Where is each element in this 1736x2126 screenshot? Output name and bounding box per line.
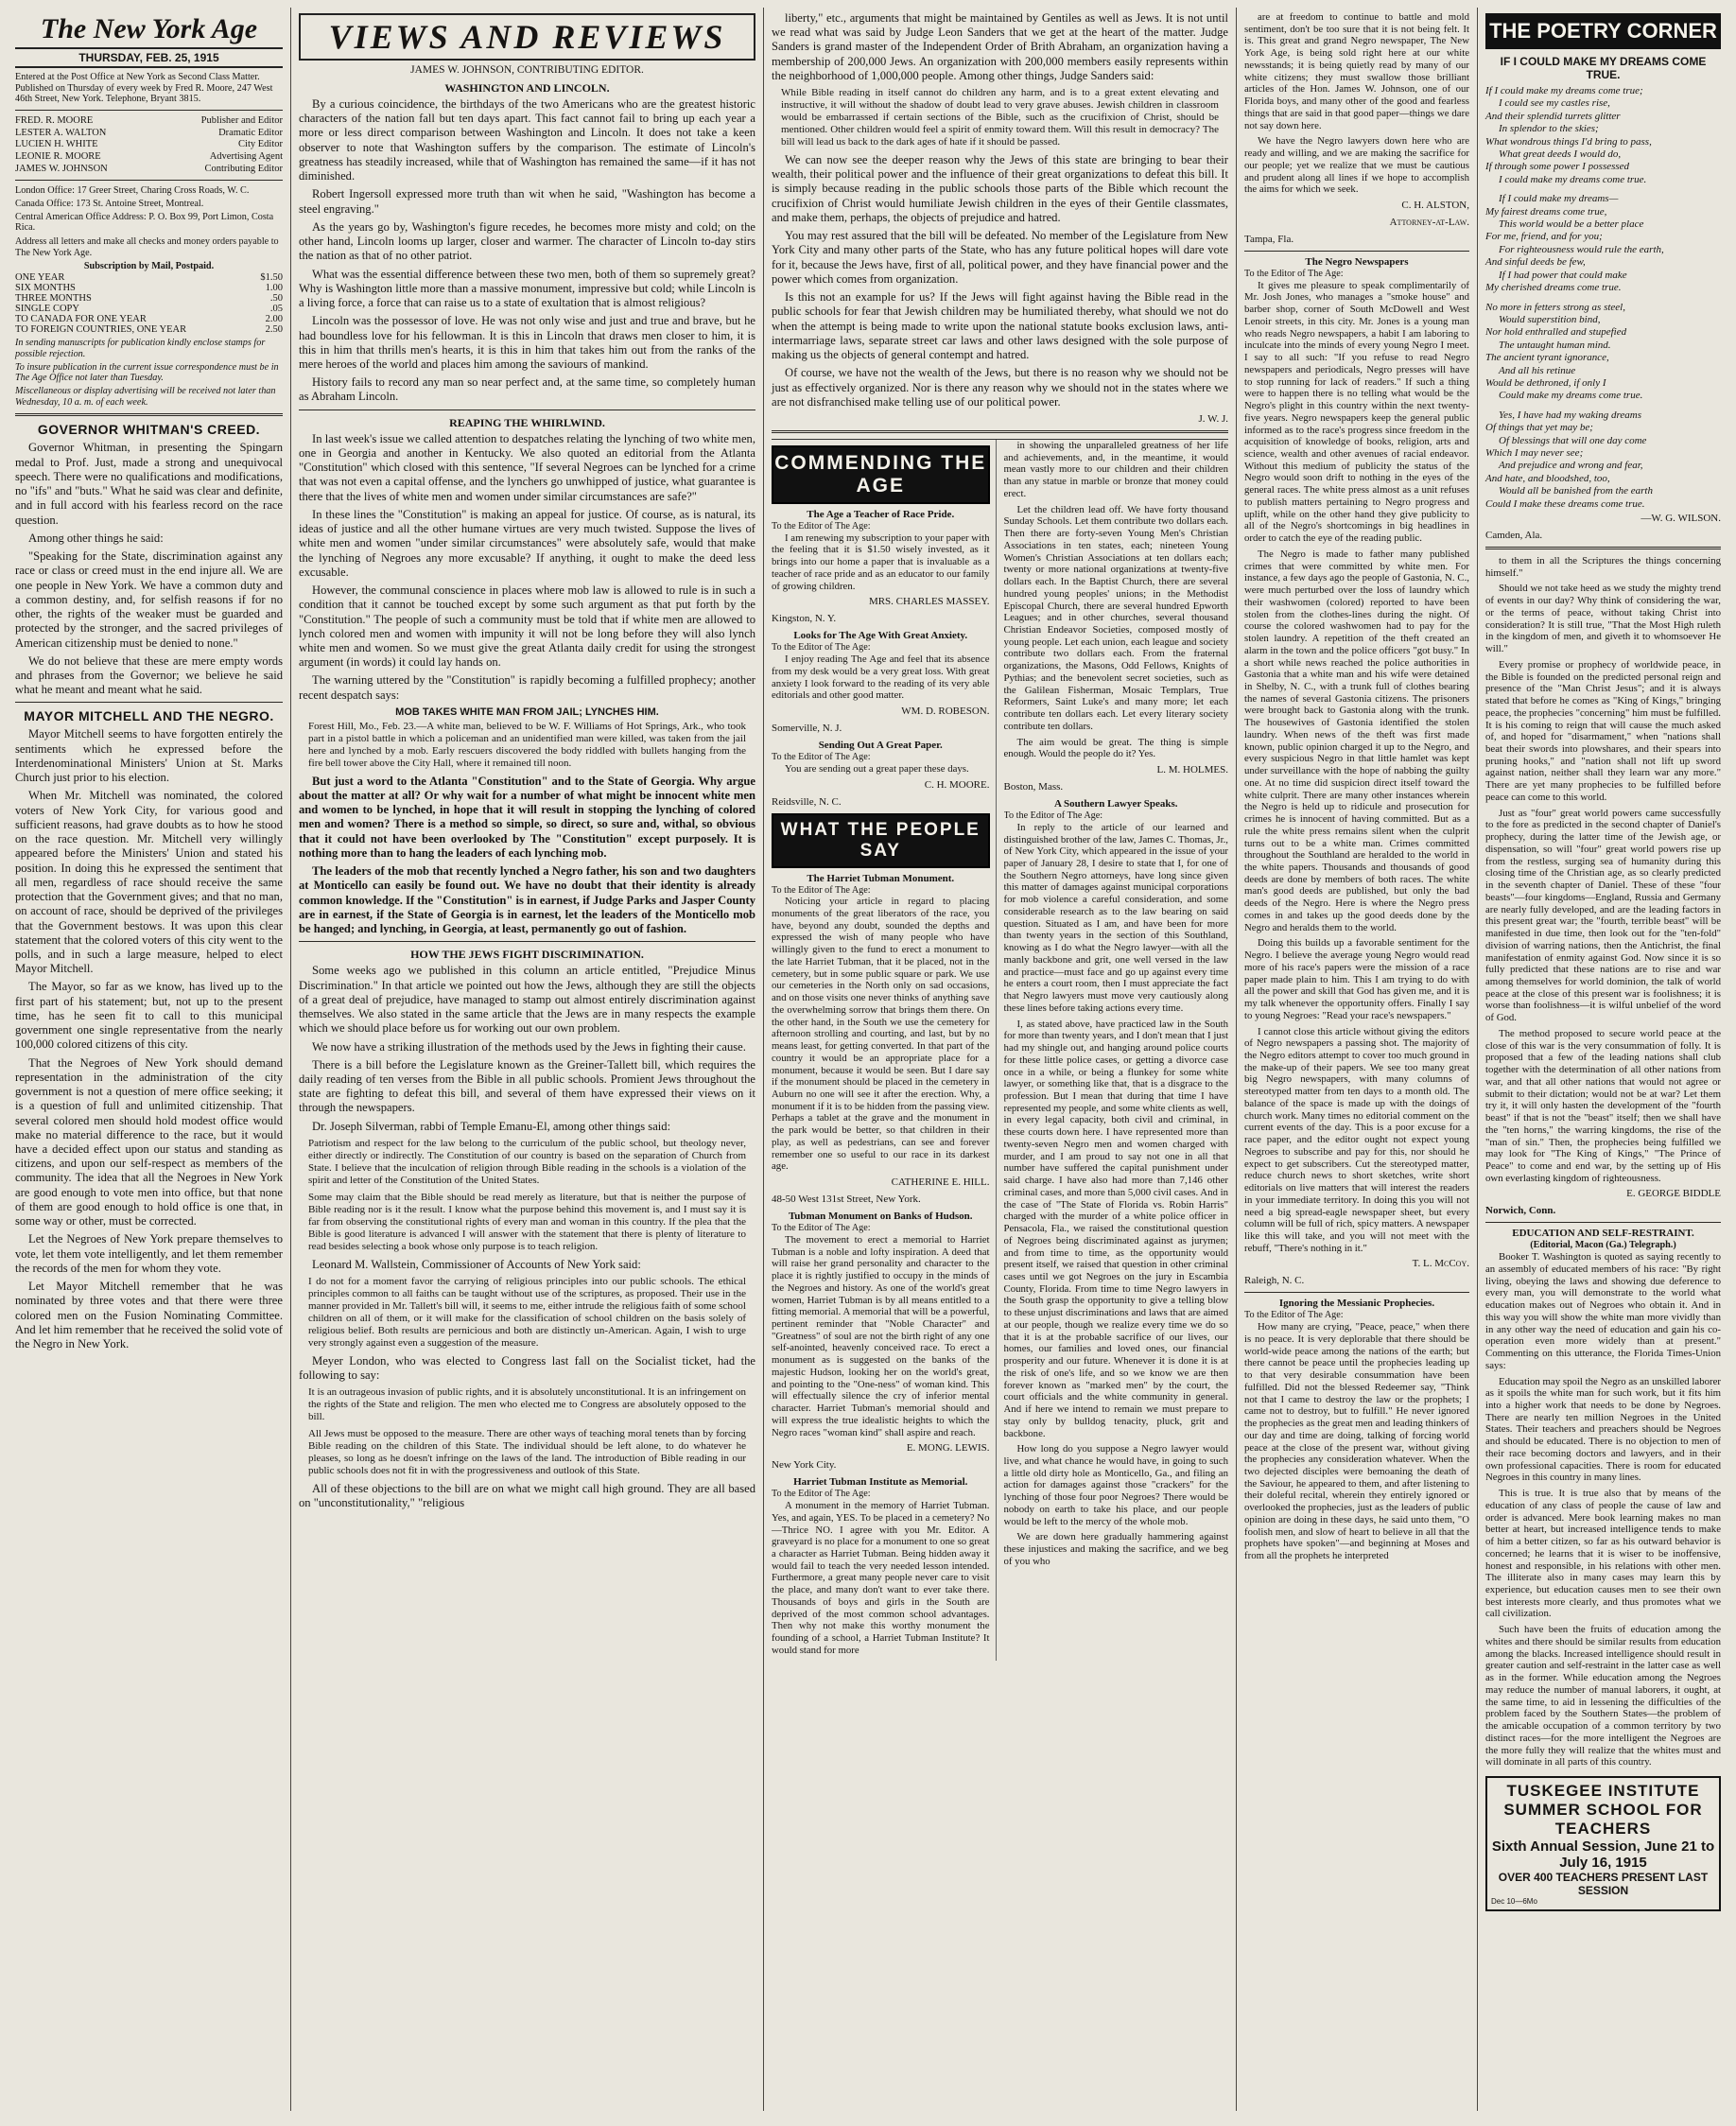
staff-list — [15, 115, 283, 175]
offices-item: London Office: 17 Greer Street, Charing Cross Roads, W. C. — [15, 185, 250, 197]
paragraph: Some may claim that the Bible should be read merely as literature, but that is neither the purpose of Bible reading nor is it the result. I know what the purpose behind this movement is, and I must say it is far from observing the constitutional rights of every man and woman in this country. If the plea that the Bible is good literature is advanced I will answer with the statement that there is plenty of literature to read besides selecting a book whose only purpose is to teach religion. — [308, 1191, 746, 1252]
paragraph: We can now see the deeper reason why the Jews of this state are bringing to bear their wealth, their political power and the influence of their great organizations to defeat this bill. It is simply because reading in the public schools those parts of the Bible which recount the crucifixion of Christ would humiliate Jewish children in the eyes of their Gentile classmates, and make them, perhaps, the objects of prejudice and hatred. — [772, 153, 1228, 224]
poem-line: And hate, and bloodshed, too, — [1485, 472, 1610, 484]
poem-line: I could make my dreams come true. — [1499, 173, 1647, 185]
poem-line: Which I may never see; — [1485, 446, 1584, 459]
paragraph: Dr. Joseph Silverman, rabbi of Temple Emanu-El, among other things said: — [312, 1119, 671, 1133]
article-heading-jews-discrimination: HOW THE JEWS FIGHT DISCRIMINATION. — [410, 948, 644, 962]
signature-biddle: E. GEORGE BIDDLE — [1626, 1188, 1721, 1200]
column-poetry — [1478, 8, 1728, 2111]
paragraph-objections: All of these objections to the bill are on what we might call high ground. They are all based on "unconstitutionality," "religious — [299, 1481, 755, 1510]
location-holmes: Boston, Mass. — [1003, 781, 1064, 793]
paragraph: Robert Ingersoll expressed more truth than wit when he said, "Washington has become a steel engraving." — [299, 187, 755, 216]
notices-item: To insure publication in the current issue correspondence must be in The Age Office not later than Tuesday. — [15, 361, 279, 384]
poem-line: If I could make my dreams— — [1499, 193, 1619, 205]
article-body-washington-lincoln — [299, 97, 755, 405]
subscription-term: THREE MONTHS — [15, 293, 92, 305]
poem-line: Of things that yet may be; — [1485, 422, 1593, 434]
paragraph: It is an outrageous invasion of public rights, and it is absolutely unconstitutional. It is an infringement on the rights of the State and religion. The men who elected me to Congress are absolutely opposed to the bill. — [308, 1386, 746, 1423]
letter-signature: WM. D. ROBESON. — [901, 706, 990, 718]
letter-location: Kingston, N. Y. — [772, 613, 837, 625]
notice-list — [15, 338, 283, 408]
letters-left — [772, 440, 997, 1661]
paragraph: How long do you suppose a Negro lawyer would live, and what chance he would have, in going to such a little old dirty hole as Monticello, Ga., and filing an action for damages against those "crackers" for the lynching of those four poor Negroes? There would be nobody on earth to take his place, and our people would be left to the mercy of the whole mob. — [1003, 1443, 1228, 1527]
notices-item: In sending manuscripts for publication kindly enclose stamps for possible rejection. — [15, 338, 266, 359]
letter-heading: Tubman Monument on Banks of Hudson. — [788, 1211, 973, 1223]
letter-heading-prophecies: Ignoring the Messianic Prophecies. — [1278, 1298, 1435, 1310]
poem-line: Would superstition bind, — [1499, 313, 1601, 325]
paragraph: We have the Negro lawyers down here who are ready and willing, and we are making the sacrifice for our people; yet we realize that we must be cautious and prudent along all lines if we hope to accomplish the aims for which we seek. — [1244, 135, 1469, 196]
banner-commending: COMMENDING THE AGE — [772, 445, 990, 504]
column-three — [764, 8, 1237, 2111]
poem-line: For righteousness would rule the earth, — [1499, 243, 1664, 255]
staff-row — [15, 139, 283, 151]
subscription-term: TO CANADA FOR ONE YEAR — [15, 314, 147, 325]
paragraph: Such have been the fruits of education among the whites and there should be similar results from education among the blacks. Increased intelligence should result in greater caution and self-restraint in the latter case as well as in the former. While education among the Negroes may reduce the number of manual laborers, it ought, at the same time, to aid in lessening the difficulties of the problem faced by the Southern States—the problem of the amicable occupation of a common territory by two distinct races—for the more intelligent the Negroes are the more fully they will realize that the whites must and will dominate in all parts of this country. — [1485, 1624, 1721, 1769]
ad-session: Sixth Annual Session, June 21 to July 16, 1915 — [1491, 1838, 1715, 1872]
paragraph: The method proposed to secure world peace at the close of this war is the very consummation of folly. It is proposed that a few of the leading nations shall club together with the determination of all other nations from war, and that all other nations that would not agree or submit to their dictation; would not be at war? Let them try it, it will only hasten the development of the "fourth beast" if that is not the "beast" itself; then we shall have the "ten horns," the warring kingdoms, the rise of the "man of sin." Then, the prophecies being fulfilled we may look for "The King of Kings," "The Prince of Peace" to come and end war, by the setting up of His own everlasting kingdom of righteousness. — [1485, 1027, 1721, 1184]
staff-row — [15, 164, 283, 176]
subscription-price: 2.50 — [265, 324, 283, 336]
paragraph: "Speaking for the State, discrimination against any race or class or creed must in the end injure all. We are one people in New York. We have a common duty and a common destiny, and, for selfish reasons if for no other, the rights of the weaker must be guarded and protected by the stronger, and the sacred privileges of American citizenship must be denied to none." — [15, 549, 283, 650]
letter-location: Reidsville, N. C. — [772, 795, 842, 808]
location-mccoy: Raleigh, N. C. — [1244, 1275, 1305, 1287]
staff-name: FRED. R. MOORE — [15, 115, 94, 127]
poem-line: If through some power I possessed — [1485, 161, 1630, 173]
letter-body: Noticing your article in regard to placing monuments of the great liberators of the race, you have, beyond any doubt, sounded the depths and expressed the wish of many people who have willingly given to the fund to erect a monument to the late Harriet Tubman, that it be placed, not in the cemetery, but in some public square or park. We use our cemeteries in the North only on sad occasions, and on those visits one never thinks of anything save the overwhelming sorrow that brings them there. On the other hand, in the South we use the cemetery for afternoon strolling and courting, and last, but by no means least, for getting converted. In that part of the country it would be an appropriate place for a monument, because it would be seen. But I dare say if the monument should be placed in the cemetery in Auburn no one will see it after the erection. Why, a monument if it is to be hidden from the passing view. Perhaps a tablet at the grave and the monument in the park would be better, so that children in their play, as well as pedestrians, can see and forever remember one so useful to our race in its darkest age. — [772, 896, 990, 1173]
people-letters — [772, 873, 990, 1657]
location-biddle: Norwich, Conn. — [1485, 1205, 1556, 1217]
paragraph: By a curious coincidence, the birthdays of the two Americans who are the greatest historic characters of the nation fall but ten days apart. This fact cannot fail to bring up each year a more or less direct comparison between Washington and Lincoln. It does not take a keen observer to note that Washington suffers by the comparison. The estimate of Lincoln's greatness has steadily increased, while that of Washington has remained the same—if it has not diminished. — [299, 97, 755, 183]
subscription-row — [15, 314, 283, 324]
letter-to: To the Editor of The Age: — [772, 1489, 871, 1500]
issue-date: THURSDAY, FEB. 25, 1915 — [15, 47, 283, 68]
paragraph: We are down here gradually hammering against these injustices and making the sacrifice, and we beg of you who — [1003, 1531, 1228, 1567]
staff-role: Dramatic Editor — [218, 127, 283, 138]
paragraph: Every promise or prophecy of worldwide peace, in the Bible is founded on the predicted personal reign and presence of the "Man Christ Jesus"; and it is always stated that before he comes as "King of Kings," bringing peace, the prophecies "concerning" him must be fulfilled. It is his coming to reign that will cause the much asked of, and hoped for "disarmament," when "nations shall beat their swords into plowshares, and their spears into pruning hooks," and "nation shall not lift up sword against nation, neither shall they learn war any more." There are yet many prophecies to be fulfilled before peace can come to this world. — [1485, 658, 1721, 803]
poem-location: Camden, Ala. — [1485, 530, 1543, 541]
staff-name: LEONIE R. MOORE — [15, 150, 101, 162]
poem-line: And sinful deeds be few, — [1485, 256, 1586, 269]
editorial-heading-whitman: GOVERNOR WHITMAN'S CREED. — [37, 422, 261, 438]
article-body-jews-end — [772, 153, 1228, 410]
staff-role: City Editor — [238, 139, 283, 150]
poem-line: The untaught human mind. — [1499, 339, 1611, 351]
paragraph: There is a bill before the Legislature known as the Greiner-Tallett bill, which requires the daily reading of ten verses from the Bible in all public schools. Promient Jews throughout the state are fighting to defeat this bill, and several of them have expressed their views on it through the newspapers. — [299, 1057, 755, 1115]
poem-line: And all his retinue — [1499, 364, 1576, 376]
paragraph-london: Meyer London, who was elected to Congress last fall on the Socialist ticket, had the following to say: — [299, 1353, 755, 1382]
letter-heading: Harriet Tubman Institute as Memorial. — [793, 1476, 968, 1489]
article-body-whirlwind — [299, 432, 755, 703]
poem-line: And their splendid turrets glitter — [1485, 110, 1621, 122]
poem-line: My cherished dreams come true. — [1485, 282, 1622, 294]
tuskegee-ad — [1485, 1776, 1721, 1911]
staff-name: JAMES W. JOHNSON — [15, 163, 108, 174]
editorial-heading-mitchell: MAYOR MITCHELL AND THE NEGRO. — [24, 708, 274, 724]
letter-body-prophecies — [1244, 1321, 1469, 1562]
paragraph: This is true. It is true also that by means of the education of any class of people the cause of law and order is advanced. Mere book learning makes no man better at heart, but increased intelligence tends to make of him a better citizen, so far as his outward behavior is concerned; he learns that it is wiser to be inoffensive, honest and responsible, in his relations with other men. The illiterate also in many cases may learn this by experience, but education causes men to see their own best interests more clearly, and thus promotes what we call civilization. — [1485, 1488, 1721, 1620]
paragraph: You may rest assured that the bill will be defeated. No member of the Legislature from New York City and many other parts of the State, who has any future political hopes will dare vote for it, because the Jews have, first of all, political power, and they have financial power and the power which comes from organization. — [772, 229, 1228, 286]
editorial-body-mitchell — [15, 727, 283, 1351]
paragraph: Some weeks ago we published in this column an article entitled, "Prejudice Minus Discrimination." In that article we pointed out how the Jews, although they are still the objects of a great deal of prejudice, have managed to stamp out almost entirely discrimination against themselves. We also stated in the same article that the Jews are in many respects the example which we should place before us for working out our own problem. — [299, 964, 755, 1036]
letters-right — [1004, 440, 1229, 1661]
address-note: Address all letters and make all checks and money orders payable to The New York Age. — [15, 236, 279, 258]
poem-line: If I could make my dreams come true; — [1485, 85, 1643, 96]
paragraph: In these lines the "Constitution" is making an appeal for justice. Of course, as is natural, its ideas of justice and all the other humane virtues are very much twisted. Suppose the lives of white men and women "under similar circumstances" were absolutely safe, would that make the lynching of Negroes any more excusable? If anything, it ought to make the deed less excusable. — [299, 507, 755, 579]
letter-location: Somerville, N. J. — [772, 723, 842, 735]
letter-heading: The Harriet Tubman Monument. — [807, 872, 955, 884]
staff-row — [15, 128, 283, 140]
subscription-price: $1.50 — [260, 272, 283, 284]
paragraph: Patriotism and respect for the law belong to the curriculum of the public school, but theology never, either directly or indirectly. The Constitution of our country is based on the separation of Church from State. I believe that the inculcation of religion through Bible reading in the schools is a violation of the spirit and letter of the Constitution of the United States. — [308, 1137, 746, 1186]
subscription-term: TO FOREIGN COUNTRIES, ONE YEAR — [15, 324, 187, 336]
office-list — [15, 185, 283, 234]
column-four — [1237, 8, 1478, 2111]
poem-line: Of blessings that will one day come — [1499, 434, 1647, 446]
letter-to: To the Editor of The Age: — [772, 752, 871, 763]
title-alston: Attorney-at-Law. — [1389, 217, 1469, 229]
commend-letters — [772, 509, 990, 808]
paragraph: are at freedom to continue to battle and mold sentiment, don't be too sure that it is not being felt. It is. This great and grand Negro newspaper, The New York Age, is being sold right here at our white newsstands; it is being quietly read by many of our white citizens; they must swallow those brilliant articles of the Hon. James W. Johnson, one of our Florida boys, and many other of the good and fearless things that are said in that good paper—things we dare not say down here. — [1244, 11, 1469, 131]
poem-line: Could make my dreams come true. — [1499, 390, 1643, 402]
letter-heading: The Age a Teacher of Race Pride. — [807, 509, 955, 520]
poem-line: The ancient tyrant ignorance, — [1485, 352, 1609, 364]
editorial-body-whitman — [15, 441, 283, 697]
offices-item: Central American Office Address: P. O. Box 99, Port Limon, Costa Rica. — [15, 211, 274, 234]
paragraph: We do not believe that these are mere empty words and phrases from the Governor; we believe he said what he meant and meant what he said. — [15, 653, 283, 697]
letter-body: I am renewing my subscription to your paper with the feeling that it is $1.50 wisely invested, as it brings into our home a paper that is invaluable as a teacher of race pride and as an educator to our family of growing children. — [772, 532, 990, 592]
column-views-reviews — [291, 8, 764, 2111]
letter-to: To the Editor of The Age: — [772, 521, 871, 532]
poem-line: Yes, I have had my waking dreams — [1499, 409, 1642, 421]
editorial-body-education — [1485, 1251, 1721, 1769]
letter-signature: C. H. MOORE. — [924, 778, 990, 791]
signature-jwj: J. W. J. — [1198, 413, 1228, 425]
paragraph: The warning uttered by the "Constitution" is rapidly becoming a fulfilled prophecy; another recent despatch says: — [299, 673, 755, 702]
letter-signature: E. MONG. LEWIS. — [906, 1442, 990, 1455]
paragraph: Let Mayor Mitchell remember that he was nominated by three votes and that there were three colored men on the Fusion Nominating Committee. And let him remember that he received the solid vote of the Negro in New York. — [15, 1280, 283, 1351]
offices-item: Canada Office: 173 St. Antoine Street, Montreal. — [15, 198, 204, 209]
paragraph: The Negro is made to father many published crimes that were committed by white men. For instance, a few days ago the people of Gastonia, N. C., were much perturbed over the loss of laundry which their washwomen (colored) reported to have been stolen from the clothes-lines during the night. Of course the colored washwomen had to pay for the stolen laundry. A repetition of the theft created an alarm in the town and the police officers "got busy." In a short while news reached the police authorities in Gastonia that a white man and his wife were detained in Shelby, N. C., with a trunk full of clothes bearing the names of several Gastonia citizens. The prisoners were brought back to Gastonia along with the trunk. The housewives of Gastonia identified the stolen laundry. When news of the theft was first made known, public opinion charged it up to the Negro, and every suspicious Negro in that little hamlet was kept under surveillance with the hope of nabbing the guilty one. At no time did suspicion direct itself toward the white culprit. There are many other instances wherein the Negro is held up to ridicule and prosecution for crimes he is innocent of having committed. But as a rule the white press remains silent when the culprit turns out to be a white man. Crimes committed throughout the Southland are heralded to the world in the white papers. Thousands and thousands of good deeds are done by members of both races. The white man's good deeds are published, but only the bad deeds of the Negro. Here is where the Negro press comes in and takes up the good deeds done by the Negro and heralds them to the world. — [1244, 548, 1469, 933]
staff-name: LUCIEN H. WHITE — [15, 139, 98, 150]
paragraph: Lincoln was the possessor of love. He was not only wise and just and true and brave, but he had boundless love for his fellowman. It is this in Lincoln that draws men closer to him, it is this in him that thrills men's hearts, it is this in him that takes him out from the ranks of the mere heroes of the world and places him among the saviours of mankind. — [299, 314, 755, 371]
paragraph: As the years go by, Washington's figure recedes, he becomes more misty and cold; on the other hand, Lincoln looms up larger, closer and warmer. The character of Lincoln to-day stirs the nation as that of no other patriot. — [299, 219, 755, 263]
quote-sanders: While Bible reading in itself cannot do children any harm, and is to a great extent elevating and instructive, it will without the shadow of doubt lead to very grave abuses. Jewish children in classroom would be embarrassed if certain sections of the Bible, such as the crucifixion of Christ, should be mentioned. Other children would feel a spirit of enmity toward them. Will this result in democracy? The bill will lead us back to the dark ages of hate if it should be passed. — [781, 87, 1219, 148]
poem-line: For me, friend, and for you; — [1485, 231, 1603, 243]
paragraph: The aim would be great. The thing is simple enough. Would the people do it? Yes. — [1003, 736, 1228, 760]
paragraph: In reply to the article of our learned and distinguished brother of the law, James C. Thomas, Jr., of New York City, which appeared in the issue of your paper of January 28, I desire to state that I, for one of the Southern Negro attorneys, have long since given this matter of damages against municipal corporations for mob violence a careful consideration, and some considerable research as to the law bearing on said question. Situated as I am, and have been for more than twenty years in the section of this Southland, knowing as I do what the Negro lawyer—with all the manly backbone and grit, one well versed in the law and practice—must face and go up against every time he enters a court room, then I must appreciate the fact that Negro lawyers must move very cautiously along these lines before taking actions every time. — [1003, 821, 1228, 1014]
paragraph: liberty," etc., arguments that might be maintained by Gentiles as well as Jews. It is not until we read what was said by Judge Leon Sanders that we get at the heart of the matter. Judge Sanders is grand master of the Independent Order of Brith Abraham, an organization having a membership of 200,000 Jews. An organization with 200,000 members easily represents within the neighborhood of 1,000,000 people. Among other things, Judge Sanders said: — [772, 11, 1228, 82]
quote-wallstein: I do not for a moment favor the carrying of religious principles into our public schools. The ethical principles common to all faiths can be taught without use of the scriptures, as proposed. Their use in the manner provided in Mr. Tallett's bill will, it seems to me, either intrude the religious faith of some school children on all of them, or it will make for the classification of school children on the basis solely of religious belief. Both results are pernicious and both are distinctly un-American. Again, I wish to urge very strongly against even a suggestion of the measure. — [308, 1275, 746, 1349]
poem-line: Nor hold enthralled and stupefied — [1485, 326, 1627, 339]
letter-to-newspapers: To the Editor of The Age: — [1244, 269, 1344, 280]
contributing-editor: JAMES W. JOHNSON, CONTRIBUTING EDITOR. — [410, 64, 644, 76]
letter-to: To the Editor of The Age: — [772, 642, 871, 653]
paragraph: But just a word to the Atlanta "Constitution" and to the State of Georgia. Why argue about the matter at all? Or why wait for a number of what might be innocent white men and women to be lynched, in hope that it will result in stopping the lynching of colored men and women? There is a method so simple, so direct, so sure and, withal, so obvious that it could not have been overlooked by The "Constitution" except purposely. It is nothing more than to hang the leaders of each lynching mob. — [299, 774, 755, 860]
paragraph: Doing this builds up a favorable sentiment for the Negro. I believe the average young Negro would read more of his race's papers were the mission of a race paper made plain to him. This I am trying to do with all the power and skill that God has given me, and it is my talk whenever the opportunity offers. Finally I say to young Negroes: "Read your race's newspapers." — [1244, 937, 1469, 1021]
paragraph: The leaders of the mob that recently lynched a Negro father, his son and two daughters at Monticello can easily be found out. We have no doubt that their identity is already common knowledge. If the "Constitution" is in earnest, if Judge Parks and Jasper County are in earnest, if the State of Georgia is in earnest, let the leaders of the Monticello mob be hanged; and lynching, in Georgia, at least, permanently go out of fashion. — [299, 864, 755, 936]
despatch-headline: MOB TAKES WHITE MAN FROM JAIL; LYNCHES HIM. — [395, 706, 659, 718]
letter-signature: CATHERINE E. HILL. — [891, 1176, 990, 1189]
letter-signature: MRS. CHARLES MASSEY. — [868, 596, 990, 608]
paragraph: When Mr. Mitchell was nominated, the colored voters of New York City, for various good and sufficient reasons, had grave doubts as to how he stood on the race question. Mr. Mitchell very willingly appeared before the Ministers' Union and stated his position. In doing this he expressed the sentiment that all men, regardless of race should receive the same protection that the Government gives; and that no man, on account of race, should be deprived of the privileges that the Government bestows. It was upon this clear statement that the colored voters of this city went to the polls, and in such a large measure, helped to elect Mayor Mitchell. — [15, 789, 283, 976]
signature-holmes: L. M. HOLMES. — [1156, 764, 1228, 776]
staff-role: Contributing Editor — [204, 163, 283, 174]
poem-title: IF I COULD MAKE MY DREAMS COME TRUE. — [1500, 55, 1707, 81]
paragraph: Let the Negroes of New York prepare themselves to vote, let them vote intelligently, and let them remember the records of the men for whom they vote. — [15, 1232, 283, 1275]
poem-line: Would all be banished from the earth — [1499, 485, 1653, 497]
location-alston: Tampa, Fla. — [1244, 234, 1294, 246]
letter-body: A monument in the memory of Harriet Tubman. Yes, and again, YES. To be placed in a cemetery? No—Thrice NO. I agree with you Mr. Editor. A graveyard is no place for a monument to one so great a character as Harriet Tubman. Being hidden away it would fail to teach the very needed lesson intended. Furthermore, a great many people never care to visit the place, and many don't want to ever take there. Thousands of boys and girls in the South are deprived of the most common school advantages. Then why not make this worthy monument the founding of a school, a Harriet Tubman Institute? It would stand for more — [772, 1500, 990, 1656]
letter-body: I enjoy reading The Age and feel that its absence from my desk would be a very great loss. With great anxiety I look forward to the reading of its very able editorials and other good matter. — [772, 653, 990, 702]
subscription-row — [15, 272, 283, 283]
paragraph: However, the communal conscience in places where mob law is allowed to rule is in such a condition that it cannot be touched except by some such argument as that put forth by the "Constitution." The people of such a community must be told that if white men are allowed to lynch colored men and women with impunity it will not be long before they will also lynch white men and women. So we must give the great Atlanta daily credit for using the strongest argument (in words) it could lay hands on. — [299, 584, 755, 670]
paragraph: I, as stated above, have practiced law in the South for more than twenty years, and I don't mean that I just had my shingle out, and hanging around police courts for these little police cases, or getting a divorce case once in a while, or being a flunkey for some white lawyer, or something like that, that is a disgrace to the profession. But I mean that during that time I have represented my people, and some white clients as well, in every legal capacity, both civil and criminal, in these courts down here. I have represented more than twenty-seven Negro men and women charged with murder, and I am proud to say not one in all that number have suffered the capital punishment under said charge. I have also had more than 7,146 other criminal cases, and more than 5,000 civil cases. And in the case of "The State of Florida vs. Robin Harris" charged with the murder of a white police officer in Pensacola, Fla., we raised the constitutional question of Negroes being discriminated against as jurymen; and from time to time, as the opportunity would present itself, we raised that question in other criminal cases until we got Negroes on the jury in Escambia County, Florida. From time to time Negro lawyers in the South grasp the opportunity to give a telling blow to these unjust discriminations and laws that are aimed at our people, though we realize every time we do so that it is at the probable sacrifice of our lives, our homes, our families and loved ones, our financial prosperity and our future. Whenever it is done it is at the risk of one's life, and so we know we are then forever known as "marked men" by the court, the court officials and the white community in general. And if here we intend to remain we must prepare to stay only by bulldog tenacity, pluck, grit and backbone. — [1003, 1018, 1228, 1439]
letter-heading-lawyer: A Southern Lawyer Speaks. — [1053, 798, 1178, 810]
poem-line: This world would be a better place — [1499, 218, 1644, 231]
letter-body: You are sending out a great paper these days. — [785, 762, 969, 775]
letter-to: To the Editor of The Age: — [772, 1223, 871, 1234]
subscription-row — [15, 324, 283, 335]
poem-line: My fairest dreams come true, — [1485, 205, 1607, 218]
masthead-title: The New York Age — [40, 13, 258, 44]
signature-alston: C. H. ALSTON, — [1401, 200, 1469, 212]
poem-line: Could I make these dreams come true. — [1485, 497, 1645, 510]
subscription-term: ONE YEAR — [15, 272, 65, 284]
letter-lawyer-cont — [1244, 11, 1469, 196]
subscription-term: SINGLE COPY — [15, 304, 79, 315]
subscription-table — [15, 272, 283, 335]
column-masthead — [8, 8, 291, 2111]
poem-line — [1485, 186, 1721, 193]
paragraph: Governor Whitman, in presenting the Spingarn medal to Prof. Just, made a strong and unequivocal speech. There were no qualifications and modifications, no "ifs" and "buts." What he said was clear and definite, and in full accord with his fearless record on the race question. — [15, 441, 283, 527]
letter-body-newspapers — [1244, 280, 1469, 1255]
letter-to-lawyer: To the Editor of The Age: — [1003, 810, 1103, 822]
paragraph: Should we not take heed as we study the mighty trend of events in our day? Why think of considering the war, or the terms of peace, without taking Christ into consideration? It is still true, "That the Most High ruleth in the kingdom of men, and giveth it to whomsoever He will." — [1485, 583, 1721, 655]
poem-line: Would be dethroned, if only I — [1485, 376, 1606, 389]
subscription-price: .05 — [269, 304, 283, 315]
signature-mccoy: T. L. McCoy. — [1412, 1258, 1469, 1270]
letter-location: 48-50 West 131st Street, New York. — [772, 1194, 921, 1206]
newspaper-page — [8, 8, 1728, 2111]
poem-line: I could see my castles rise, — [1499, 97, 1610, 110]
poem-line: And prejudice and wrong and fear, — [1499, 460, 1643, 472]
subscription-price: 1.00 — [265, 283, 283, 294]
paragraph: It gives me pleasure to speak complimentarily of Mr. Josh Jones, who manages a "smoke house" and barber shop, corner of South McDowell and West Lenoir streets, in this city. Mr. Jones is a young man who reads Negro newspapers, a habit I am laboring to inculcate into the minds of every young Negro I meet. I say to all such: "If you refuse to read Negro newspapers and periodicals, Negro presses will have to stop running for lack of readers." If such a thing were to happen there is no telling what would be the Negro's plight in this country within the next twenty-five years. Negro newspapers keep the general public informed as to the race's progress since freedom in the acquisition of knowledge of books, religion, arts and science, wealth and other avenues of racial endeavor. Without this medium of publicity the status of the Negro would soon drift to nothing in the eyes of the general races. The white press almost as a unit refuses to publish matters pertaining to Negro progress and uplift, while on the other hand they give publicity to all of the Negro's shortcomings in big headlines in order to catch the eye of the reading public. — [1244, 279, 1469, 545]
letter-body: The movement to erect a memorial to Harriet Tubman is a noble and lofty inspiration. A deed that will raise her grand personality and character to the place it is rightly justified to occupy in the minds of the Negroes and history. As one of the world's great women, Harriet Tubman is by all means entitled to a fitting memorial. A memorial that will be a powerful, pertinent reminder that "Noble Character" and "Greatness" of soul are not the birth right of any one self-anointed, heavenly conceived race. To erect a monument as is suggested on the banks of the majestic Hudson, looking her on the world's great, and pointing to the "One-ness" of woman kind. This will effectually silence the cry of inferior mental character. Harriet Tubman's memorial should and will express the true idealistic heights to which the Negro races "woman kind" shall aspire and reach. — [772, 1233, 990, 1438]
notices-item: Miscellaneous or display advertising will be received not later than Wednesday, 10 a. m. of each week. — [15, 386, 276, 408]
letter-location: New York City. — [772, 1459, 837, 1472]
article-body-jews-cont — [772, 11, 1228, 83]
paragraph: What was the essential difference between these two men, both of them so supremely great? Why is Washington little more than a massive monument, impressive but cold; while Lincoln is a living force, a force that can raise us to a state of exultation that is almost religious? — [299, 267, 755, 310]
letter-to: To the Editor of The Age: — [772, 884, 871, 896]
poem-line: What great deeds I would do, — [1499, 148, 1622, 161]
poem-line: If I had power that could make — [1499, 269, 1627, 281]
paragraph: We now have a striking illustration of the methods used by the Jews in fighting their cause. — [312, 1039, 746, 1054]
subscription-price: .50 — [269, 293, 283, 305]
ad-attendance: OVER 400 TEACHERS PRESENT LAST SESSION — [1498, 1871, 1709, 1898]
entry-notice: Entered at the Post Office at New York as Second Class Matter. Published on Thursday of every week by Fred R. Moore, 247 West 46th Street, New York. Telephone, Bryant 3815. — [15, 72, 273, 105]
staff-role: Advertising Agent — [209, 150, 283, 162]
staff-role: Publisher and Editor — [200, 115, 283, 127]
paragraph: In last week's issue we called attention to despatches relating the lynching of two white men, one in Georgia and another in Kentucky. We also quoted an editorial from the Atlanta "Constitution" which closed with this sentence, "If several Negroes can be lynched for a crime that was not even a capital offense, and the lynchers go unwhipped of justice, what guarantee is there that the lives of white men and women under similar circumstances are safe?" — [299, 431, 755, 503]
letter-to-prophecies: To the Editor of The Age: — [1244, 1310, 1344, 1321]
staff-row — [15, 115, 283, 128]
paragraph: Booker T. Washington is quoted as saying recently to an assembly of educated members of his race: "By right living, obeying the laws and showing due deference to every man, you will demonstrate to the world what education makes out of Negroes who obtain it. And in this way you will show the white man more vividly than in any other way the need of education and gain his co-operation even more widely than at present." Commenting on this utterance, the Florida Times-Union says: — [1485, 1251, 1721, 1371]
paragraph: The Mayor, so far as we know, has lived up to the first part of his statement; but, not up to the present time, has he seen fit to call to this municipal government one single representative from the nearly 100,000 colored citizens of this city. — [15, 980, 283, 1052]
article-body-whirlwind-cont — [299, 775, 755, 937]
subscription-row — [15, 304, 283, 314]
paragraph: Let the children lead off. We have forty thousand Sunday Schools. Let them contribute two dollars each. Then there are forty-seven Young Men's Christian Associations in ten states, each; nineteen Young Women's Christian Associations at ten dollars each; twenty or more national organizations at twenty-five dollars each. In the Baptist Church, there are several hundred young peoples' unions; in the Methodist Episcopal Church, there are several hundred Epworth Leagues; and in other churches, several thousand Christian Endeavor Societies, composed mostly of young people. Let each union, each league and society contribute two dollars each. From the fraternal organizations, the Masons, Odd Fellows, Knights of Pythias; and the benevolent secret societies, such as the Galilean Fisherman, Mosaic Templars, True Reformers, Saint Luke's and many more; let each contribute ten dollars each. Let every literary society contribute ten dollars. — [1003, 503, 1228, 732]
letter-body-lawyer — [1004, 822, 1229, 1568]
paragraph: Of course, we have not the wealth of the Jews, but there is no reason why we should not be just as effectively organized. Nor is there any reason why we should not in the states where we are not disfranchised make telling use of our political power. — [772, 366, 1228, 409]
quote-london — [299, 1386, 755, 1477]
poem-author: —W. G. WILSON. — [1641, 513, 1721, 524]
subscription-term: SIX MONTHS — [15, 283, 76, 294]
paragraph: Just as "four" great world powers came successfully to the fore as predicted in the second chapter of Daniel's prophecy, during the latter time of the Jewish age, or dispensation, so will "four" great world powers rise up from the restless, surging sea of humanity during this closing time of the Christian age, as so clearly predicted in the seventh chapter of Daniel. These of these "four beasts"—four kingdoms—England, Russia and Germany are nearly fully developed, and are the leading factors in this present great war; the "fourth, terrible beast" will be manifested in due time, then look out for the "ten-fold" division of warring nations, then the Antichrist, the final manifestation of enmity against God. Now since it is so fully predicted that these nations are to rise and war among themselves for world dominion, the talk of world peace at the close of this present war is foolishness; it is worse than foolishness—it is wilful unbelief of the word of God. — [1485, 807, 1721, 1024]
staff-name: LESTER A. WALTON — [15, 127, 107, 138]
article-heading-whirlwind: REAPING THE WHIRLWIND. — [449, 415, 605, 429]
paragraph: I cannot close this article without giving the editors of Negro newspapers a passing shot. The majority of the Negro editors attempt to cover too much ground in the make-up of their papers. We see too many great big Negro newspapers, with many columns of stereotyped matter from ten days to a month old. The balance of the space is made up with the doings of church work. Many times no editorial comment on the current events of the day. This is a poor excuse for a race paper, and the editor ought not expect young Negroes to subscribe and pay for this, nor should he expect to get subscribers. Cut the stereotyped matter, reduce church news to short sketches, write short editorials on live matters that will interest the readers in your immediate territory. In doing this you will not need a big spread-eagle newspaper sheet, but every column will be full of rich, spicy matters. A newspaper like this will take, and you will not meet with the rebuff, "There's nothing in it." — [1244, 1025, 1469, 1254]
poem-line: What wondrous things I'd bring to pass, — [1485, 135, 1652, 148]
subscription-row — [15, 293, 283, 304]
poem-line — [1485, 403, 1721, 410]
paragraph: to them in all the Scriptures the things concerning himself." — [1485, 555, 1721, 579]
paragraph: All Jews must be opposed to the measure. There are other ways of teaching moral tenets than by forcing Bible reading on the children of this State. The individual should be left alone, to do whatever he pleases, so long as he doesn't infringe on the laws of the land. The introduction of Bible reading in our public schools does not fit in with the progressiveness and outlook of this State. — [308, 1428, 746, 1476]
letters-section — [772, 439, 1228, 1661]
poem-line: No more in fetters strong as steel, — [1485, 301, 1625, 313]
paragraph: Mayor Mitchell seems to have forgotten entirely the sentiments which he expressed before the Interdenominational Ministers' Union at St. Marks Church just prior to his election. — [15, 727, 283, 785]
editorial-source: (Editorial, Macon (Ga.) Telegraph.) — [1530, 1240, 1676, 1251]
paragraph: That the Negroes of New York should demand representation in the administration of the city government is not a question of mere office seeking; it is a question of full and unlimited citizenship. That several colored men should hold modest office would make no material difference to the race, but it would have a decided effect upon our status and standing as citizens, and upon our self-respect as members of the community. The idea that all the Negroes in New York are good enough to vote men into office, but that none of them are good enough to hold office is one that, in some way or other, must be corrected. — [15, 1055, 283, 1229]
banner-people-say: WHAT THE PEOPLE SAY — [772, 813, 990, 868]
staff-row — [15, 151, 283, 164]
paragraph: in showing the unparalleled greatness of her life and achievements, and, in the meantime, it would mean vastly more to our children and their children than any statue in marble or bronze that money could erect. — [1003, 440, 1228, 499]
editorial-heading-education: EDUCATION AND SELF-RESTRAINT. — [1512, 1228, 1694, 1240]
tubman-letter-cont — [1004, 440, 1229, 760]
ad-code: Dec 10—6Mo — [1491, 1897, 1537, 1907]
letter-heading: Looks for The Age With Great Anxiety. — [793, 630, 968, 642]
paragraph: Education may spoil the Negro as an unskilled laborer as it spoils the white man for such work, but it fits him into a higher work that needs to be done by Negroes. There are nearly ten million Negroes in the United States. Their teachers and preachers should be Negroes and should be educated. There is no objection to men of their race becoming doctors and lawyers, and in their own professional capacities. There is room for educated Negroes in this country in many lines. — [1485, 1375, 1721, 1484]
poem-line — [1485, 295, 1721, 302]
ad-headline: TUSKEGEE INSTITUTE SUMMER SCHOOL FOR TEACHERS — [1503, 1782, 1703, 1838]
paragraph: History fails to record any man so near perfect and, at the same time, so completely human as Abraham Lincoln. — [299, 375, 755, 404]
paragraph: How many are crying, "Peace, peace," when there is no peace. It is very deplorable that there should be world-wide peace among the nations of the earth; but there cannot be peace until the prophecies leading up to that very desirable consummation have been fulfilled. Did not the blessed Redeemer say, "Think not that I came to destroy the law or the prophets; I came not to destroy, but to fulfill." He never ignored the prophecies as the great men and leading thinkers of our day and time are doing, talking of forcing world peace at the close of the present war, without giving the prophecies any consideration whatever. When the two dejected disciples were bemoaning the death of the Saviour, he appeared to them, and after listening to their doleful recital, wherein they entirely ignored or overlooked the prophecies, just as the leaders of public opinion are doing in these days, he said unto them, "O foolish men, and slow of heart to believe in all that the prophets have spoken"—and beginning at Moses and from all the prophets he interpreted — [1244, 1321, 1469, 1562]
article-heading-washington-lincoln: WASHINGTON AND LINCOLN. — [444, 81, 610, 95]
despatch-text: Forest Hill, Mo., Feb. 23.—A white man, believed to be W. F. Williams of Hot Springs, Ark., who took part in a pistol battle in which a policeman and an unidentified man were killed, was taken from the jail here and lynched by a mob. Early rescuers discovered the body riddled with bullets hanging from the fire bell tower above the City Hall, where it remained till noon. — [308, 720, 746, 769]
letter-heading: Sending Out A Great Paper. — [818, 740, 943, 752]
subscription-row — [15, 283, 283, 293]
subscription-title: Subscription by Mail, Postpaid. — [83, 261, 215, 272]
section-title-poetry: THE POETRY CORNER — [1485, 13, 1721, 49]
subscription-price: 2.00 — [265, 314, 283, 325]
section-title-views-reviews: VIEWS AND REVIEWS — [299, 13, 755, 61]
letter-heading-newspapers: The Negro Newspapers — [1305, 256, 1409, 269]
article-body-jews — [299, 964, 755, 1134]
paragraph-wallstein: Leonard M. Wallstein, Commissioner of Accounts of New York said: — [312, 1257, 641, 1271]
poem-line: In splendor to the skies; — [1499, 123, 1599, 135]
poem-body — [1485, 85, 1721, 511]
letter-body-prophecies-cont — [1485, 555, 1721, 1184]
paragraph: Among other things he said: — [28, 531, 164, 545]
quote-silverman — [299, 1138, 755, 1253]
paragraph: Is this not an example for us? If the Jews will fight against having the Bible read in the public schools for fear that Jewish children may be humiliated thereby, what should we not do when the attempt is being made to write upon the national statute books exclusion laws, anti-intermarriage laws, separate street car laws and other laws designed with the sole purpose of making us the objects of general contempt and hatred. — [772, 290, 1228, 362]
